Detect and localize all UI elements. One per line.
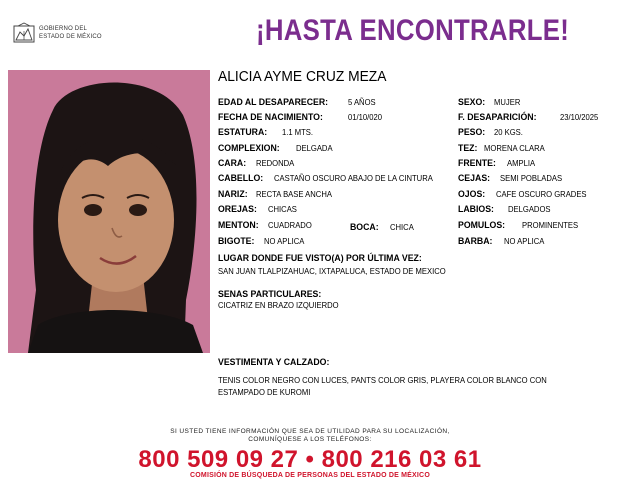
lips-value: DELGADOS <box>508 204 551 214</box>
cheekbones-label: POMULOS: <box>458 220 506 231</box>
mouth-label: BOCA: <box>350 222 379 233</box>
complexion-value: MORENA CLARA <box>484 143 545 153</box>
build-value: DELGADA <box>296 143 333 153</box>
eyes-label: OJOS: <box>458 189 486 200</box>
lips-label: LABIOS: <box>458 204 494 215</box>
age-label: EDAD AL DESAPARECER: <box>218 97 329 108</box>
government-logo <box>12 22 122 46</box>
mouth-value: CHICA <box>390 222 414 232</box>
forehead-value: AMPLIA <box>507 158 536 168</box>
eyebrows-value: SEMI POBLADAS <box>500 173 563 183</box>
contact-instructions-line1: SI USTED TIENE INFORMACIÓN QUE SEA DE UTILIDAD PARA SU LOCALIZACIÓN, <box>170 428 450 435</box>
face-value: REDONDA <box>256 158 295 168</box>
weight-label: PESO: <box>458 127 486 138</box>
contact-instructions-line2: COMUNÍQUESE A LOS TELÉFONOS: <box>248 436 372 443</box>
ears-label: OREJAS: <box>218 204 257 215</box>
weight-value: 20 KGS. <box>494 127 523 137</box>
nose-value: RECTA BASE ANCHA <box>256 189 332 199</box>
disappearance-date-label: F. DESAPARICIÓN: <box>458 112 537 123</box>
eyes-value: CAFE OSCURO GRADES <box>496 189 587 199</box>
person-photo <box>8 70 210 353</box>
sex-label: SEXO: <box>458 97 486 108</box>
chin-label: MENTON: <box>218 220 259 231</box>
height-value: 1.1 MTS. <box>282 127 314 137</box>
forehead-label: FRENTE: <box>458 158 496 169</box>
distinguishing-marks-value: CICATRIZ EN BRAZO IZQUIERDO <box>218 300 339 310</box>
last-seen-value: SAN JUAN TLALPIZAHUAC, IXTAPALUCA, ESTADO DE MEXICO <box>218 266 446 276</box>
last-seen-label: LUGAR DONDE FUE VISTO(A) POR ÚLTIMA VEZ: <box>218 253 422 264</box>
commission-name: COMISIÓN DE BÚSQUEDA DE PERSONAS DEL ESTADO DE MÉXICO <box>190 472 430 479</box>
birth-date-label: FECHA DE NACIMIENTO: <box>218 112 323 123</box>
mustache-label: BIGOTE: <box>218 236 255 247</box>
chin-value: CUADRADO <box>268 220 312 230</box>
headline: ¡HASTA ENCONTRARLE! <box>256 14 570 47</box>
sex-value: MUJER <box>494 97 521 107</box>
ears-value: CHICAS <box>268 204 297 214</box>
government-name-line1: GOBIERNO DEL <box>39 26 88 32</box>
distinguishing-marks-label: SENAS PARTICULARES: <box>218 289 322 300</box>
nose-label: NARIZ: <box>218 189 248 200</box>
face-label: CARA: <box>218 158 247 169</box>
age-value: 5 AÑOS <box>348 97 376 107</box>
hair-label: CABELLO: <box>218 173 264 184</box>
beard-label: BARBA: <box>458 236 493 247</box>
birth-date-value: 01/10/020 <box>348 112 383 122</box>
phone-numbers[interactable]: 800 509 09 27 • 800 216 03 61 <box>138 446 482 473</box>
state-seal-icon <box>12 22 36 44</box>
build-label: COMPLEXION: <box>218 143 280 154</box>
beard-value: NO APLICA <box>504 236 545 246</box>
height-label: ESTATURA: <box>218 127 268 138</box>
disappearance-date-value: 23/10/2025 <box>560 112 599 122</box>
cheekbones-value: PROMINENTES <box>522 220 579 230</box>
child-portrait-illustration <box>8 70 210 353</box>
clothing-value-line2: ESTAMPADO DE KUROMI <box>218 387 311 397</box>
clothing-label: VESTIMENTA Y CALZADO: <box>218 357 330 368</box>
person-name: ALICIA AYME CRUZ MEZA <box>218 68 387 85</box>
complexion-label: TEZ: <box>458 143 478 154</box>
hair-value: CASTAÑO OSCURO ABAJO DE LA CINTURA <box>274 173 433 183</box>
government-name-line2: ESTADO DE MÉXICO <box>39 34 102 40</box>
eyebrows-label: CEJAS: <box>458 173 491 184</box>
clothing-value-line1: TENIS COLOR NEGRO CON LUCES, PANTS COLOR GRIS, PLAYERA COLOR BLANCO CON <box>218 375 547 385</box>
mustache-value: NO APLICA <box>264 236 305 246</box>
